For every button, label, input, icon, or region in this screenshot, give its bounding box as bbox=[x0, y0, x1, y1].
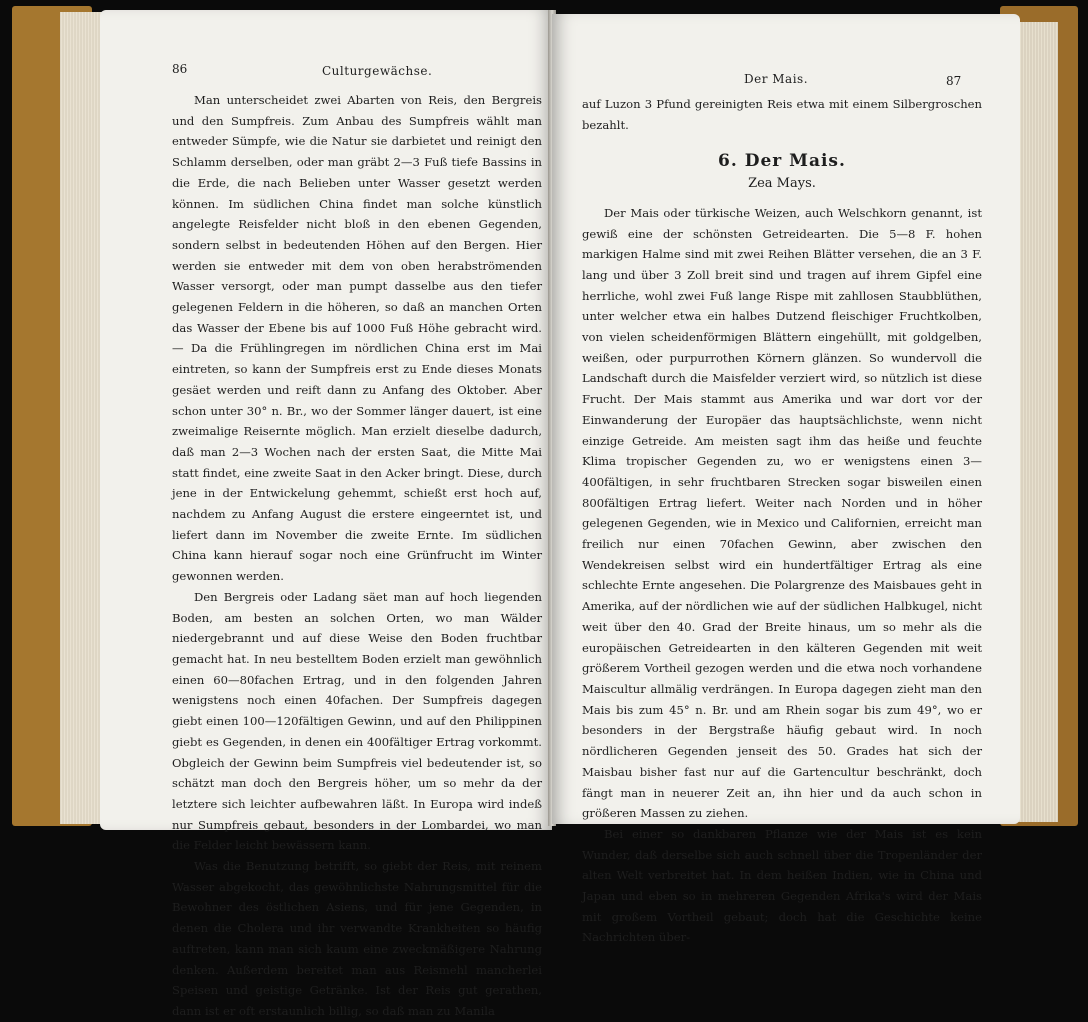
page-number-left: 86 bbox=[172, 62, 188, 76]
left-page-body bbox=[172, 90, 542, 1022]
right-page bbox=[552, 14, 1020, 945]
left-page bbox=[100, 10, 552, 1018]
paragraph: Bei einer so dankbaren Pflanze wie der Mais ist es kein Wunder, daß derselbe sich auch schnell über die Tropenländer der alten Welt verbreitet hat. In dem heißen Indien, wie in China und Japan und eben so in mehreren Gegenden Afrika's wird der Mais mit großem Vortheil gebaut; doch hat die Geschichte keine Nachrichten über- bbox=[582, 826, 982, 945]
paragraph: Man unterscheidet zwei Abarten von Reis, den Bergreis und den Sumpfreis. Zum Anbau des Sumpfreis wählt man entweder Sümpfe, wie die Natur sie darbietet und reinigt den Schlamm derselben, oder man gräbt 2—3 Fuß tiefe Bassins in die Erde, die nach Belieben unter Wasser gesetzt werden können. Im südlichen China findet man solche künstlich angelegte Reisfelder nicht bloß in den ebenen Gegenden, sondern selbst in bedeutenden Höhen auf den Bergen. Hier werden sie entweder mit dem von oben herabströmenden Wasser versorgt, oder man pumpt dasselbe aus den tiefer gelegenen Feldern in die höheren, so daß an manchen Orten das Wasser der Ebene bis auf 1000 Fuß Höhe gebracht wird. — Da die Frühlingregen im nördlichen China erst im Mai eintreten, so kann der Sumpfreis erst zu Ende dieses Monats gesäet werden und reift dann zu Anfang des Oktober. Aber schon unter 30° n. Br., wo der Sommer länger dauert, ist eine zweimalige Reisernte möglich. Man erzielt dieselbe dadurch, daß man 2—3 Wochen nach der ersten Saat, die Mitte Mai statt findet, eine zweite Saat in den Acker bringt. Diese, durch jene in der Entwickelung gehemmt, schießt erst hoch auf, nachdem zu Anfang August die erstere eingeerntet ist, und liefert dann im November die zweite Ernte. Im südlichen China kann hierauf sogar noch eine Grünfrucht im Winter gewonnen werden. bbox=[172, 93, 542, 584]
running-head-right: Der Mais. bbox=[744, 72, 809, 86]
paragraph: Den Bergreis oder Ladang säet man auf hoch liegenden Boden, am besten an solchen Orten, wo man Wälder niedergebrannt und auf diese Weise den Boden fruchtbar gemacht hat. In neu bestelltem Boden erzielt man gewöhnlich einen 60—80fachen Ertrag, und in den folgenden Jahren wenigstens noch einen 40fachen. Der Sumpfreis dagegen giebt einen 100—120fältigen Gewinn, und auf den Philippinen giebt es Gegenden, in denen ein 400fältiger Ertrag vorkommt. Obgleich der Gewinn beim Sumpfreis viel bedeutender ist, so schätzt man doch den Bergreis höher, um so mehr da der letztere sich leichter aufbewahren läßt. In Europa wird indeß nur Sumpfreis gebaut, besonders in der Lombardei, wo man die Felder leicht bewässern kann. bbox=[172, 589, 542, 853]
page-number-right: 87 bbox=[946, 74, 962, 88]
paragraph: Der Mais oder türkische Weizen, auch Welschkorn genannt, ist gewiß eine der schönsten Getreidearten. Die 5—8 F. hohen markigen Halme sind mit zwei Reihen Blätter versehen, die an 3 F. lang und über 3 Zoll breit sind und tragen auf ihrem Gipfel eine herrliche, wohl zwei Fuß lange Rispe mit zahllosen Staubblüthen, unter welcher etwa ein halbes Dutzend fleischiger Fruchtkolben, von vielen scheidenförmigen Blättern eingehüllt, mit goldgelben, weißen, oder purpurrothen Körnern glänzen. So wundervoll die Landschaft durch die Maisfelder verziert wird, so nützlich ist diese Frucht. Der Mais stammt aus Amerika und war dort vor der Einwanderung der Europäer das hauptsächlichste, wenn nicht einzige Getreide. Am meisten sagt ihm das heiße und feuchte Klima tropischer Gegenden zu, wo er wenigstens einen 3—400fältigen, in sehr fruchtbaren Strecken sogar bisweilen einen 800fältigen Ertrag liefert. Weiter nach Norden und in höher gelegenen Gegenden, wie in Mexico und Californien, erreicht man freilich nur einen 70fachen Gewinn, aber zwischen den Wendekreisen selbst wird ein hundertfältiger Ertrag als eine schlechte Ernte angesehen. Die Polargrenze des Maisbaues geht in Amerika, auf der nördlichen wie auf der südlichen Halbkugel, nicht weit über den 40. Grad der Breite hinaus, um so mehr als die europäischen Getreidearten in den kälteren Gegenden mit weit größerem Vortheil gezogen werden und die etwa noch vorhandene Maiscultur allmälig verdrängen. In Europa dagegen zieht man den Mais bis zum 45° n. Br. und am Rhein sogar bis zum 49°, wo er besonders in der Bergstraße häufig gebaut wird. In noch nördlicheren Gegenden jenseit des 50. Grades hat sich der Maisbau bisher fast nur auf die Gartencultur beschränkt, doch fängt man in neuerer Zeit an, ihn hier und da auch schon in größeren Massen zu ziehen. bbox=[582, 205, 982, 821]
running-head-left: Culturgewächse. bbox=[322, 64, 433, 78]
continuation-text: auf Luzon 3 Pfund gereinigten Reis etwa mit einem Silbergroschen bezahlt. bbox=[582, 97, 982, 132]
paragraph: Was die Benutzung betrifft, so giebt der Reis, mit reinem Wasser abgekocht, das gewöhnlichste Nahrungsmittel für die Bewohner des östlichen Asiens, und für jene Gegenden, in denen die Cholera und ihr verwandte Krankheiten so häufig auftreten, kann man sich kaum eine zweckmäßigere Nahrung denken. Außerdem bereitet man aus Reismehl mancherlei Speisen und geistige Getränke. Ist der Reis gut gerathen, dann ist er oft erstaunlich billig, so daß man zu Manila bbox=[172, 859, 542, 1018]
section-subheading: Zea Mays. bbox=[748, 176, 816, 192]
right-page-body bbox=[582, 94, 982, 948]
section-heading: 6. Der Mais. bbox=[718, 151, 846, 172]
